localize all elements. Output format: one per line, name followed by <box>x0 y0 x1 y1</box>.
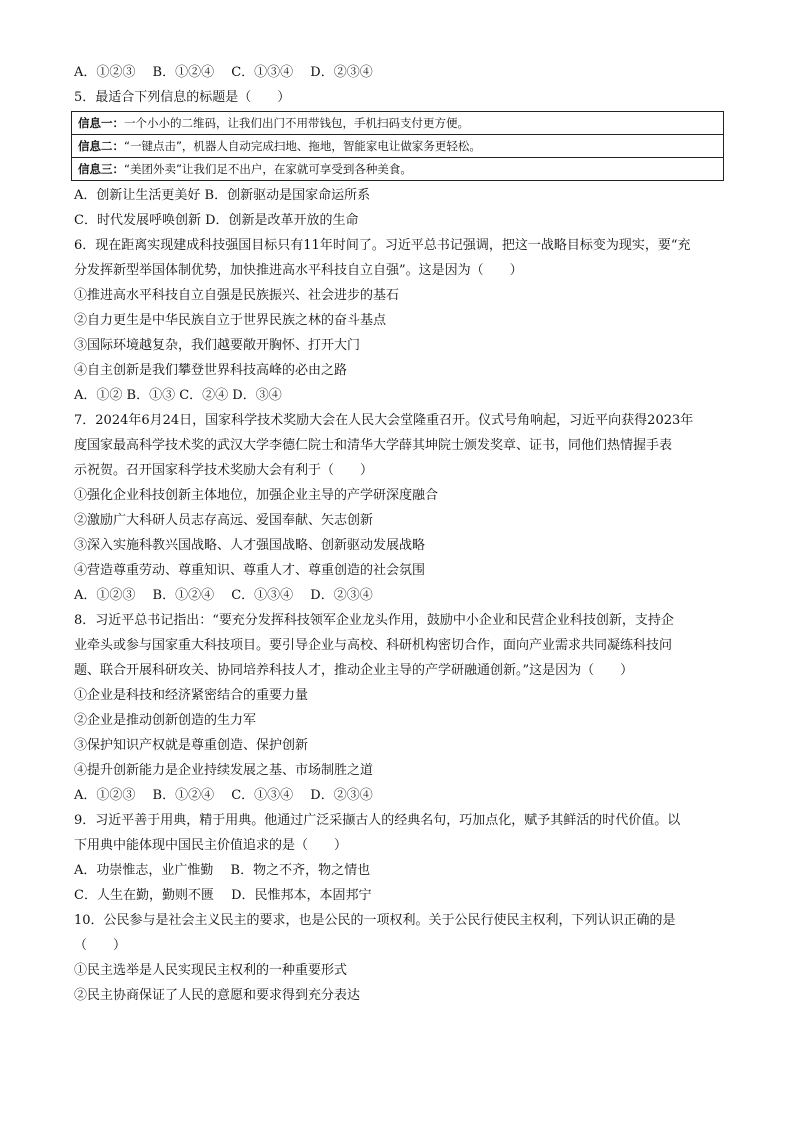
info-text: 一个小小的二维码，让我们出门不用带钱包，手机扫码支付更方便。 <box>124 116 469 130</box>
text-line: ③国际环境越复杂，我们越要敞开胸怀、打开大门 <box>74 338 361 353</box>
text-line: ①民主选举是人民实现民主权利的一种重要形式 <box>74 963 348 978</box>
question-8-stem: 8．习近平总书记指出：“要充分发挥科技领军企业龙头作用，鼓励中小企业和民营企业科技创新，支持企 <box>74 613 674 628</box>
info-row <box>72 112 724 135</box>
text-line: A．①②③ B．①②④ C．①③④ D．②③④ <box>74 588 373 603</box>
info-row <box>72 135 724 158</box>
question-10-stem: 10．公民参与是社会主义民主的要求，也是公民的一项权利。关于公民行使民主权利，下列认识正确的是 <box>74 913 676 928</box>
info-label: 信息二： <box>78 139 124 153</box>
text-line: A．①②③ B．①②④ C．①③④ D．②③④ <box>74 65 373 80</box>
text-line: ①推进高水平科技自立自强是民族振兴、社会进步的基石 <box>74 288 400 303</box>
text-line: ①企业是科技和经济紧密结合的重要力量 <box>74 688 309 703</box>
text-line: ③深入实施科教兴国战略、人才强国战略、创新驱动发展战略 <box>74 538 426 553</box>
text-line: A．①②③ B．①②④ C．①③④ D．②③④ <box>74 788 373 803</box>
text-line: ②民主协商保证了人民的意愿和要求得到充分表达 <box>74 988 361 1003</box>
text-line: 下用典中能体现中国民主价值追求的是（ ） <box>74 838 348 853</box>
info-label: 信息一： <box>78 116 124 130</box>
text-line: 题、联合开展科研攻关、协同培养科技人才，推动企业主导的产学研融通创新。”这是因为（ ） <box>74 663 634 678</box>
text-line: 分发挥新型举国体制优势，加快推进高水平科技自立自强”。这是因为（ ） <box>74 263 523 278</box>
text-line: ②激励广大科研人员志存高远、爱国奉献、矢志创新 <box>74 513 374 528</box>
text-line: A．功崇惟志，业广惟勤 B．物之不齐，物之情也 <box>74 863 371 878</box>
question-5-stem: 5．最适合下列信息的标题是（ ） <box>74 90 291 105</box>
text-line: A．创新让生活更美好 B．创新驱动是国家命运所系 <box>74 188 371 203</box>
text-line: ②企业是推动创新创造的生力军 <box>74 713 257 728</box>
text-line: （ ） <box>74 938 127 953</box>
info-text: “一键点击”，机器人自动完成扫地、拖地，智能家电让做家务更轻松。 <box>124 139 481 153</box>
info-text: “美团外卖”让我们足不出户，在家就可享受到各种美食。 <box>124 162 412 176</box>
text-line: ①强化企业科技创新主体地位，加强企业主导的产学研深度融合 <box>74 488 439 503</box>
text-line: ④自主创新是我们攀登世界科技高峰的必由之路 <box>74 363 348 378</box>
text-line: 业牵头或参与国家重大科技项目。要引导企业与高校、科研机构密切合作，面向产业需求共同凝练科技问 <box>74 638 673 653</box>
text-line: C．时代发展呼唤创新 D．创新是改革开放的生命 <box>74 213 359 228</box>
text-line: A．①② B．①③ C．②④ D．③④ <box>74 388 282 403</box>
info-label: 信息三： <box>78 162 124 176</box>
text-line: C．人生在勤，勤则不匮 D．民惟邦本，本固邦宁 <box>74 888 372 903</box>
question-6-stem: 6．现在距离实现建成科技强国目标只有11年时间了。习近平总书记强调，把这一战略目标变为现实，要“充 <box>74 238 691 253</box>
exam-page <box>74 60 724 1008</box>
info-box <box>71 111 724 181</box>
question-9-stem: 9．习近平善于用典，精于用典。他通过广泛采撷古人的经典名句，巧加点化，赋予其鲜活的时代价值。以 <box>74 813 681 828</box>
text-line: ②自力更生是中华民族自立于世界民族之林的奋斗基点 <box>74 313 387 328</box>
text-line: ③保护知识产权就是尊重创造、保护创新 <box>74 738 309 753</box>
text-line: 示祝贺。召开国家科学技术奖励大会有利于（ ） <box>74 463 374 478</box>
text-line: 度国家最高科学技术奖的武汉大学李德仁院士和清华大学薛其坤院士颁发奖章、证书，同他们热情握手表 <box>74 438 673 453</box>
info-row <box>72 158 724 181</box>
question-7-stem: 7．2024年6月24日，国家科学技术奖励大会在人民大会堂隆重召开。仪式号角响起，习近平向获得2023年 <box>74 413 694 428</box>
text-line: ④提升创新能力是企业持续发展之基、市场制胜之道 <box>74 763 374 778</box>
text-line: ④营造尊重劳动、尊重知识、尊重人才、尊重创造的社会氛围 <box>74 563 426 578</box>
